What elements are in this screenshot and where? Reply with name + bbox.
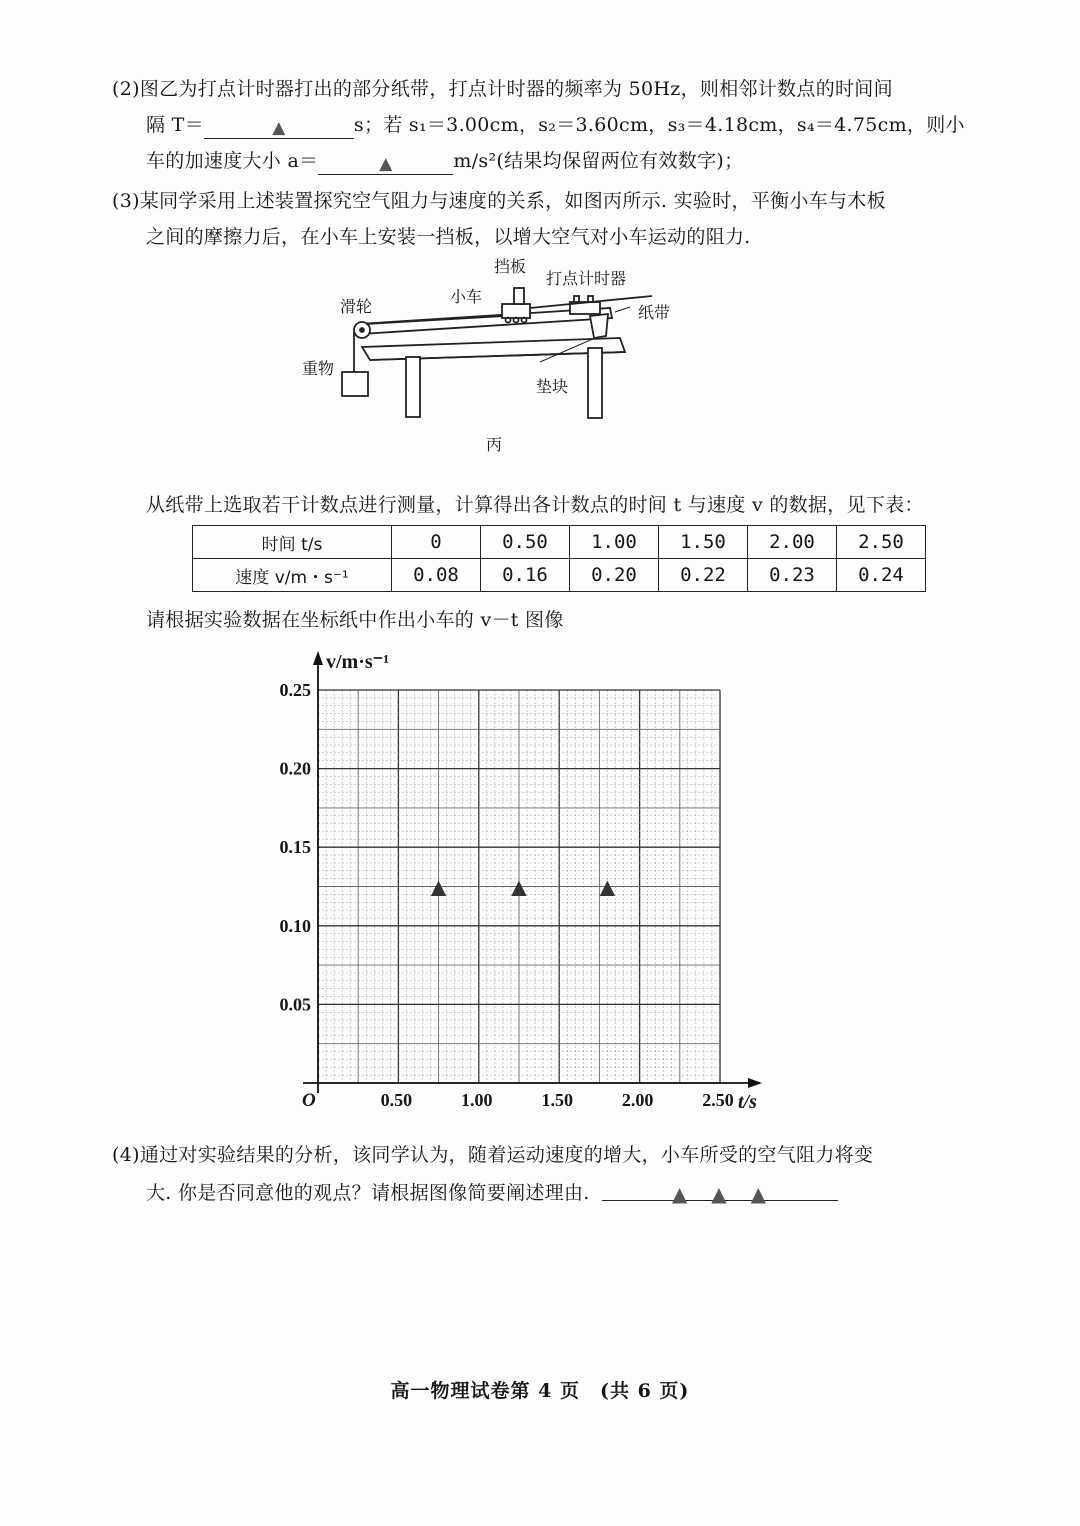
triangle-icon: ▲	[272, 118, 286, 138]
label-weight: 重物	[302, 359, 335, 378]
q3-table-intro: 从纸带上选取若干计数点进行测量，计算得出各计数点的时间 t 与速度 v 的数据，见下表：	[146, 494, 924, 516]
label-pulley: 滑轮	[340, 297, 373, 316]
triangle-icon: ▲	[430, 874, 447, 899]
q4-line2-text: 大. 你是否同意他的观点？请根据图像简要阐述理由.	[146, 1182, 590, 1204]
triangle-icon: ▲ ▲ ▲	[671, 1182, 769, 1206]
x-tick-label: 2.50	[702, 1090, 734, 1110]
y-tick-label: 0.20	[279, 758, 311, 779]
table-cell: 0.16	[481, 559, 570, 592]
q3-line2: 之间的摩擦力后，在小车上安装一挡板，以增大空气对小车运动的阻力.	[146, 226, 751, 248]
q2-line1: (2)图乙为打点计时器打出的部分纸带，打点计时器的频率为 50Hz，则相邻计数点的时间间	[112, 78, 893, 100]
x-tick-label: 1.50	[541, 1090, 573, 1110]
table-cell: 1.00	[570, 526, 659, 559]
x-tick-label: 1.00	[461, 1090, 493, 1110]
label-tape: 纸带	[638, 303, 671, 322]
q2-line3-suffix: m/s²(结果均保留两位有效数字)；	[453, 150, 744, 172]
y-tick-label: 0.15	[279, 837, 311, 858]
table-cell: 0.50	[481, 526, 570, 559]
q2-line3-prefix: 车的加速度大小 a＝	[146, 150, 319, 172]
table-cell: 0.08	[392, 559, 481, 592]
figure-caption: 丙	[486, 435, 503, 454]
triangle-icon: ▲	[379, 154, 393, 174]
table-cell: 1.50	[659, 526, 748, 559]
y-tick-label: 0.25	[279, 680, 311, 700]
q4-line1: (4)通过对实验结果的分析，该同学认为，随着运动速度的增大，小车所受的空气阻力将变	[112, 1144, 874, 1166]
q4-line2	[146, 1178, 838, 1205]
y-tick-label: 0.10	[279, 915, 311, 936]
table-header-speed: 速度 v/m・s⁻¹	[193, 559, 392, 592]
y-axis-label: v/m·s⁻¹	[326, 651, 390, 673]
origin-label: O	[302, 1090, 316, 1111]
x-axis-label: t/s	[738, 1091, 757, 1113]
q2-line2-suffix: s；若 s₁＝3.00cm，s₂＝3.60cm，s₃＝4.18cm，s₄＝4.75cm，则小	[353, 114, 965, 136]
q2-line2-prefix: 隔 T＝	[146, 114, 204, 136]
label-cart: 小车	[450, 287, 483, 306]
x-axis-arrow-icon	[748, 1078, 762, 1088]
reason-answer-blank[interactable]	[602, 1178, 838, 1206]
table-cell: 0.20	[570, 559, 659, 592]
triangle-icon: ▲	[511, 874, 527, 899]
label-timer: 打点计时器	[546, 269, 627, 288]
label-baffle: 挡板	[494, 257, 527, 276]
table-cell: 2.50	[837, 526, 926, 559]
x-tick-label: 2.00	[621, 1090, 654, 1110]
y-axis-arrow-icon	[313, 651, 323, 665]
label-block: 垫块	[536, 377, 569, 396]
table-cell: 0.23	[748, 559, 837, 592]
page-footer: 高一物理试卷第 4 页 (共 6 页)	[390, 1380, 690, 1402]
table-header-time: 时间 t/s	[193, 526, 392, 559]
x-tick-label: 0.50	[380, 1090, 413, 1110]
y-tick-label: 0.05	[279, 994, 311, 1015]
triangle-icon: ▲	[599, 874, 616, 899]
table-cell: 0.22	[659, 559, 748, 592]
table-cell: 0	[392, 526, 481, 559]
table-cell: 2.00	[748, 526, 837, 559]
q3-line1: (3)某同学采用上述装置探究空气阻力与速度的关系，如图丙所示. 实验时，平衡小车与木板	[112, 190, 886, 212]
table-cell: 0.24	[837, 559, 926, 592]
graph-prompt: 请根据实验数据在坐标纸中作出小车的 v－t 图像	[146, 609, 564, 631]
